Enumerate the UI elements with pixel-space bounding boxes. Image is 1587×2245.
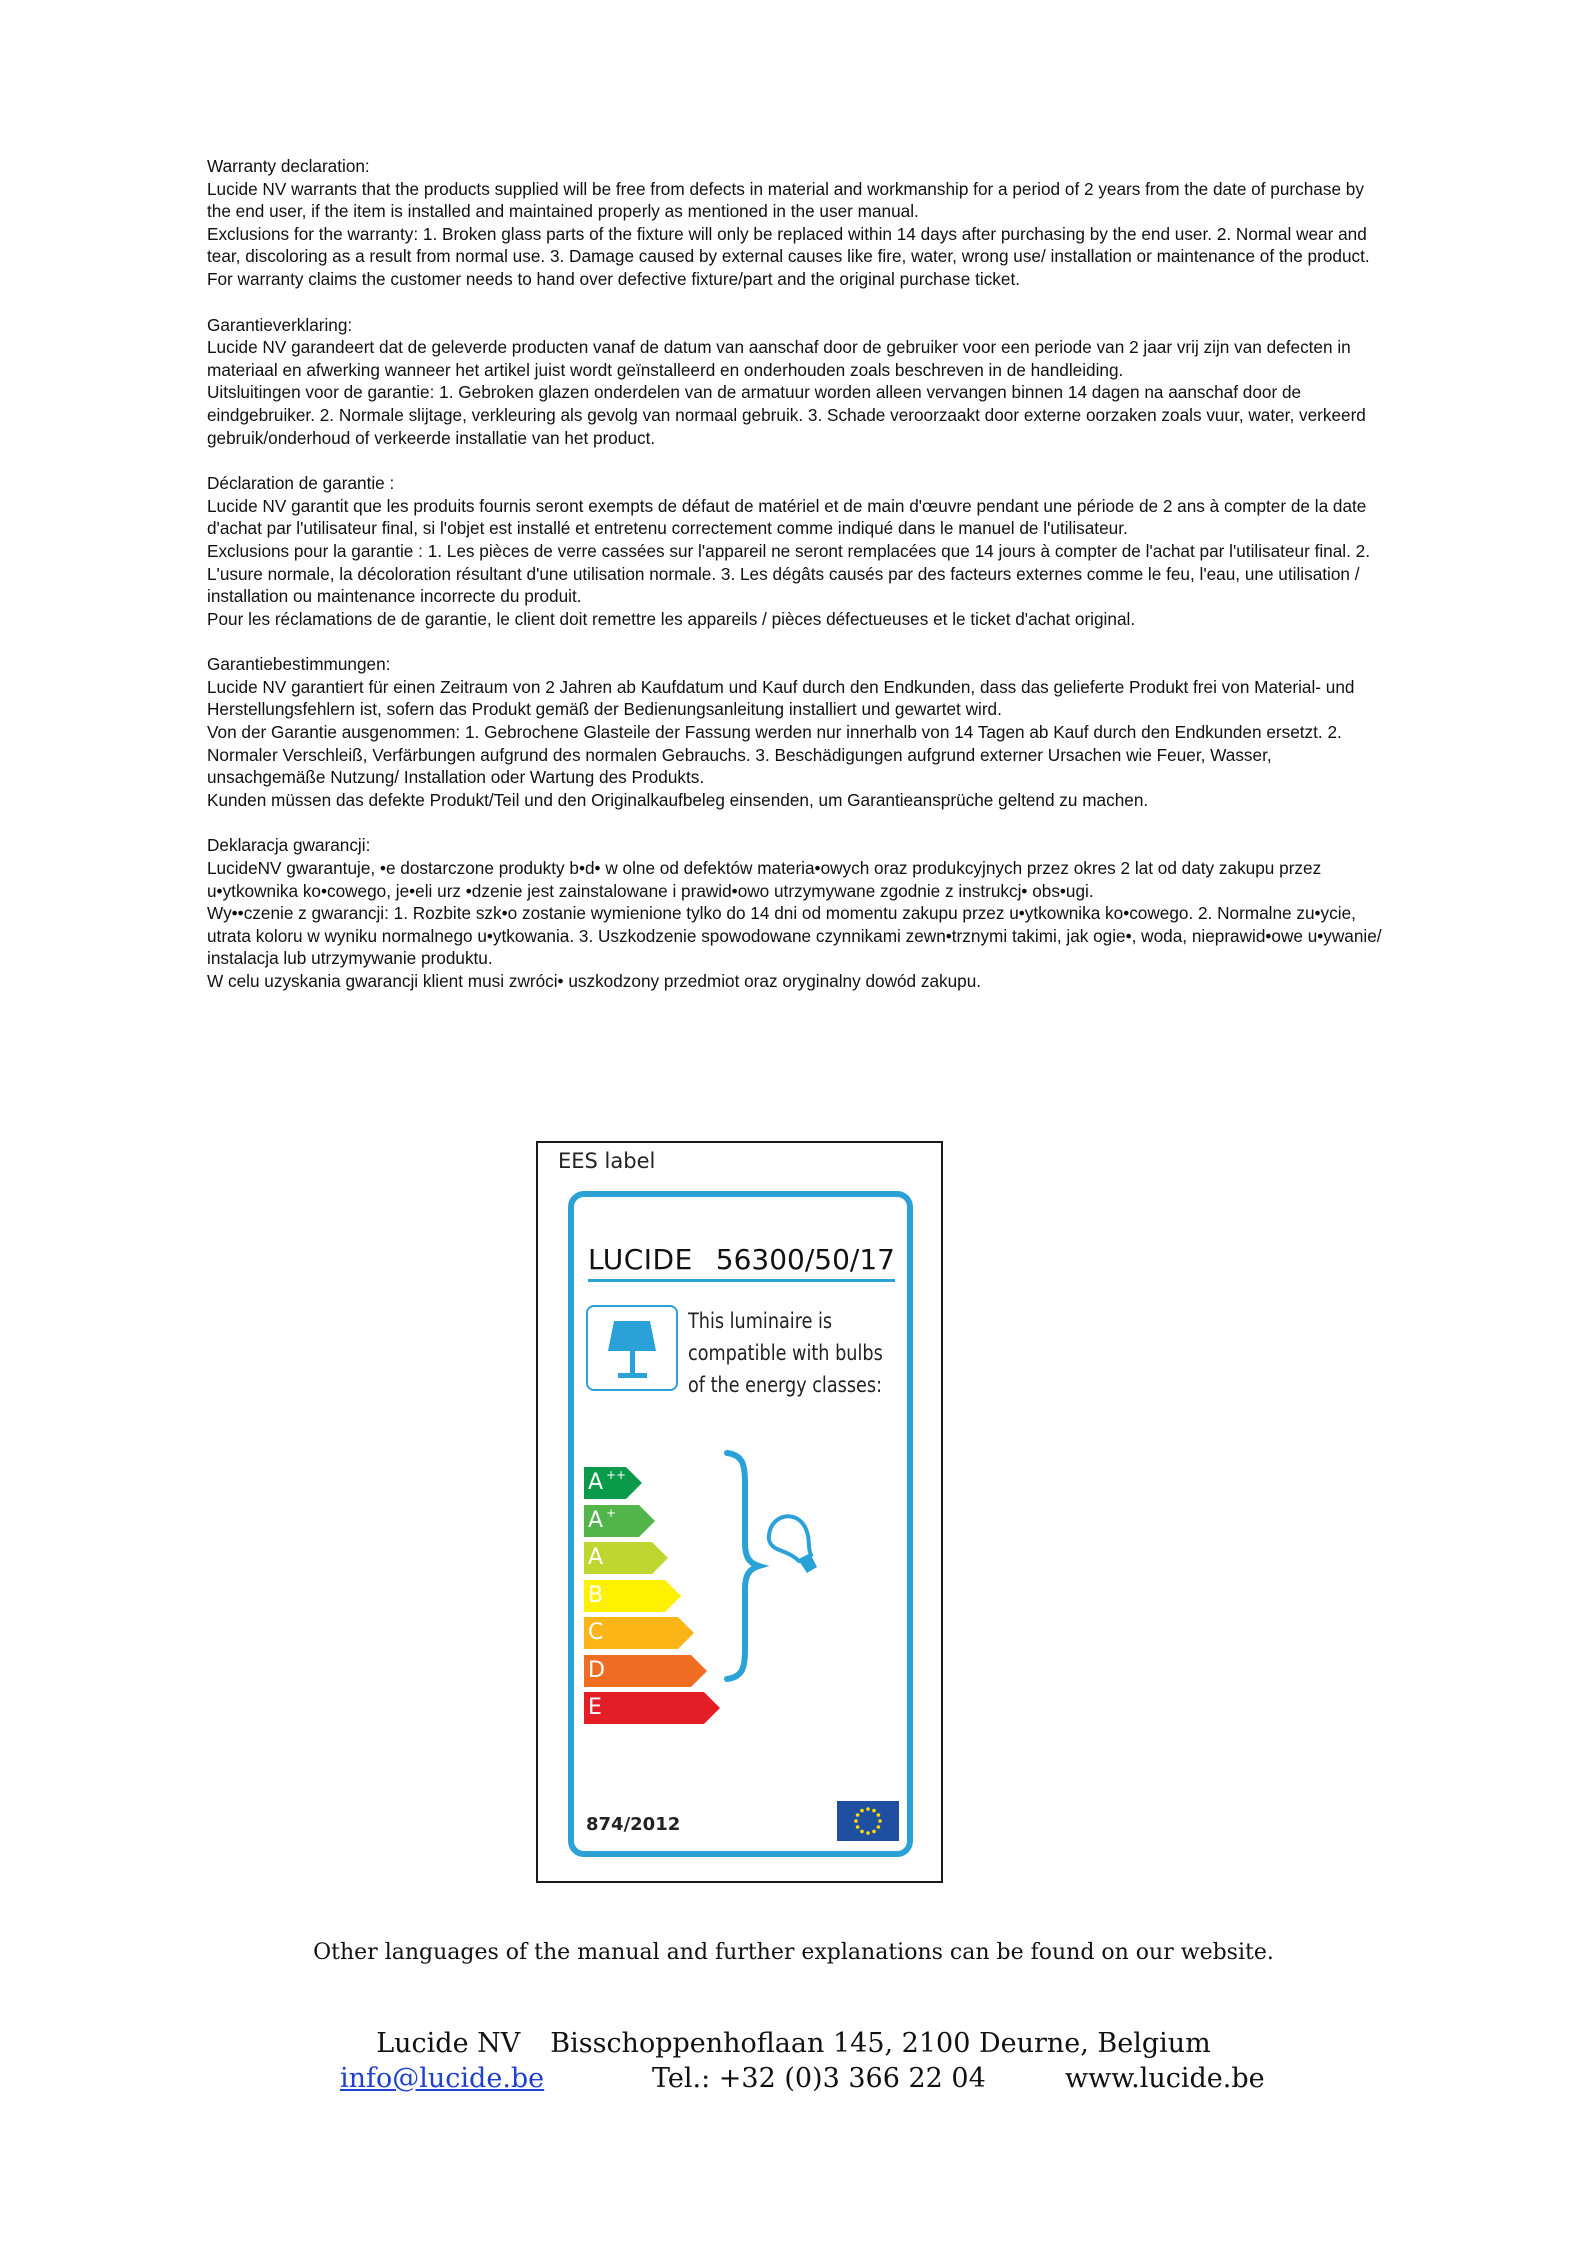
phone-number: Tel.: +32 (0)3 366 22 04 — [652, 2063, 986, 2094]
warranty-section-de — [207, 653, 1390, 811]
energy-class-d — [584, 1655, 707, 1687]
ees-label-frame — [536, 1141, 943, 1883]
section-paragraph: LucideNV gwarantuje, •e dostarczone produkty b•d• w olne od defektów materia•owych oraz produkcyjnych przez okres 2 lat od daty zakupu przez u•ytkownika ko•cowego, je•eli urz •dzenie jest zainstalowane i prawid•owo utrzymywane zgodnie z instrukcj• obs•ugi. — [207, 858, 1322, 901]
section-paragraph: Uitsluitingen voor de garantie: 1. Gebroken glazen onderdelen van de armatuur worden alleen vervangen binnen 14 dagen na aanschaf door de eindgebruiker. 2. Normale slijtage, verkleuring als gevolg van normaal gebruik. 3. Schade veroorzaakt door externe oorzaken zoals vuur, water, verkeerd gebruik/onderhoud of verkeerde installatie van het product. — [207, 382, 1366, 448]
brand-name: LUCIDE — [588, 1243, 693, 1276]
ees-caption: EES label — [558, 1149, 656, 1173]
section-paragraph: Pour les réclamations de de garantie, le client doit remettre les appareils / pièces défectueuses et le ticket d'achat original. — [207, 608, 1136, 629]
energy-class-letter: A — [588, 1507, 604, 1533]
warranty-section-pl — [207, 834, 1390, 992]
eu-flag-icon — [837, 1801, 899, 1846]
energy-class-c — [584, 1617, 694, 1649]
energy-class-superscript: + — [606, 1505, 617, 1520]
address-line — [0, 2028, 1587, 2059]
warranty-text — [207, 155, 1390, 1016]
energy-class-letter: B — [588, 1582, 604, 1608]
energy-class-letter: A — [588, 1545, 604, 1570]
footnote: Other languages of the manual and further explanations can be found on our website. — [313, 1940, 1274, 1965]
section-paragraph: Wy••czenie z gwarancji: 1. Rozbite szk•o zostanie wymienione tylko do 14 dni od momentu zakupu przez u•ytkownika ko•cowego. 2. Normalne zu•ycie, utrata koloru w wyniku normalnego u•ytkowania. 3. Uszkodzenie spowodowane czynnikami zewn•trznymi takimi, jak ogie•, woda, nieprawid•owe u•ywanie/ instalacja lub utrzymywanie produktu. — [207, 903, 1382, 969]
section-paragraph: Exclusions for the warranty: 1. Broken glass parts of the fixture will only be replaced within 14 days after purchasing by the end user. 2. Normal wear and tear, discoloring as a result from normal use. 3. Damage caused by external causes like fire, water, wrong use/ installation or maintenance of the product. — [207, 223, 1370, 267]
section-paragraph: W celu uzyskania gwarancji klient musi zwróci• uszkodzony przedmiot oraz oryginalny dowód zakupu. — [207, 971, 982, 991]
section-title: Deklaracja gwarancji: — [207, 835, 371, 856]
section-title: Warranty declaration: — [207, 156, 370, 176]
section-paragraph: Kunden müssen das defekte Produkt/Teil und den Originalkaufbeleg einsenden, um Garantieansprüche geltend zu machen. — [207, 789, 1149, 810]
section-paragraph: Lucide NV garantit que les produits fournis seront exempts de défaut de matériel et de main d'œuvre pendant une période de 2 ans à compter de la date d'achat par l'utilisateur final, si l'objet est installé et entretenu correctement comme indiqué dans le manuel de l'utilisateur. — [207, 495, 1367, 539]
section-paragraph: Exclusions pour la garantie : 1. Les pièces de verre cassées sur l'appareil ne seront remplacées que 14 jours à compter de l'achat par l'utilisateur final. 2. L'usure normale, la décoloration résultant d'une utilisation normale. 3. Les dégâts causés par des facteurs externes comme le feu, l'eau, une utilisation / installation ou maintenance incorrecte du produit. — [207, 540, 1370, 607]
section-paragraph: For warranty claims the customer needs to hand over defective fixture/part and the original purchase ticket. — [207, 268, 1020, 289]
section-paragraph: Von der Garantie ausgenommen: 1. Gebrochene Glasteile der Fassung werden nur innerhalb von 14 Tagen ab Kauf durch den Endkunden ersetzt. 2. Normaler Verschleiß, Verfärbungen aufgrund des normalen Gebrauchs. 3. Beschädigungen aufgrund externer Ursachen wie Feuer, Wasser, unsachgemäße Nutzung/ Installation oder Wartung des Produkts. — [207, 722, 1342, 788]
energy-class-b — [584, 1580, 681, 1612]
energy-class-a-plus-plus — [584, 1467, 642, 1499]
energy-class-e — [584, 1692, 720, 1724]
warranty-section-fr — [207, 472, 1390, 630]
company-name: Lucide NV — [376, 2028, 521, 2059]
warranty-section-nl — [207, 314, 1390, 450]
energy-class-letter: A — [588, 1470, 604, 1495]
contact-line — [0, 2063, 1587, 2103]
compat-line: This luminaire is — [688, 1309, 833, 1333]
model-number: 56300/50/17 — [715, 1243, 895, 1276]
section-title: Garantieverklaring: — [207, 314, 353, 335]
section-paragraph: Lucide NV garantiert für einen Zeitraum von 2 Jahren ab Kaufdatum und Kauf durch den Endkunden, dass das gelieferte Produkt frei von Material- und Herstellungsfehlern ist, sofern das Produkt gemäß der Bedienungsanleitung installiert und gewartet wird. — [207, 676, 1355, 720]
email-link[interactable]: info@lucide.be — [340, 2063, 545, 2094]
warranty-section-en — [207, 155, 1390, 291]
company-address: Bisschoppenhoflaan 145, 2100 Deurne, Belgium — [550, 2028, 1211, 2059]
bracket-bulb-icon — [719, 1443, 839, 1698]
section-paragraph: Lucide NV garandeert dat de geleverde producten vanaf de datum van aanschaf door de gebruiker voor een periode van 2 jaar vrij zijn van defecten in materiaal en afwerking wanneer het artikel juist wordt geïnstalleerd en onderhouden zoals beschreven in de handleiding. — [207, 337, 1351, 380]
regulation-number: 874/2012 — [586, 1814, 681, 1835]
section-title: Déclaration de garantie : — [207, 473, 395, 494]
energy-class-arrow — [584, 1692, 720, 1724]
energy-class-a-plus — [584, 1505, 655, 1537]
energy-class-letter: E — [588, 1695, 602, 1720]
compat-line: of the energy classes: — [688, 1373, 883, 1397]
section-title: Garantiebestimmungen: — [207, 654, 391, 675]
section-paragraph: Lucide NV warrants that the products supplied will be free from defects in material and workmanship for a period of 2 years from the date of purchase by the end user, if the item is installed and maintained properly as mentioned in the user manual. — [207, 178, 1364, 222]
energy-label — [568, 1191, 913, 1857]
website-url: www.lucide.be — [1065, 2063, 1265, 2094]
energy-class-a — [584, 1542, 668, 1574]
energy-class-letter: C — [588, 1620, 604, 1645]
compat-line: compatible with bulbs — [688, 1341, 883, 1365]
energy-class-superscript: ++ — [606, 1468, 627, 1482]
energy-class-letter: D — [588, 1657, 605, 1683]
